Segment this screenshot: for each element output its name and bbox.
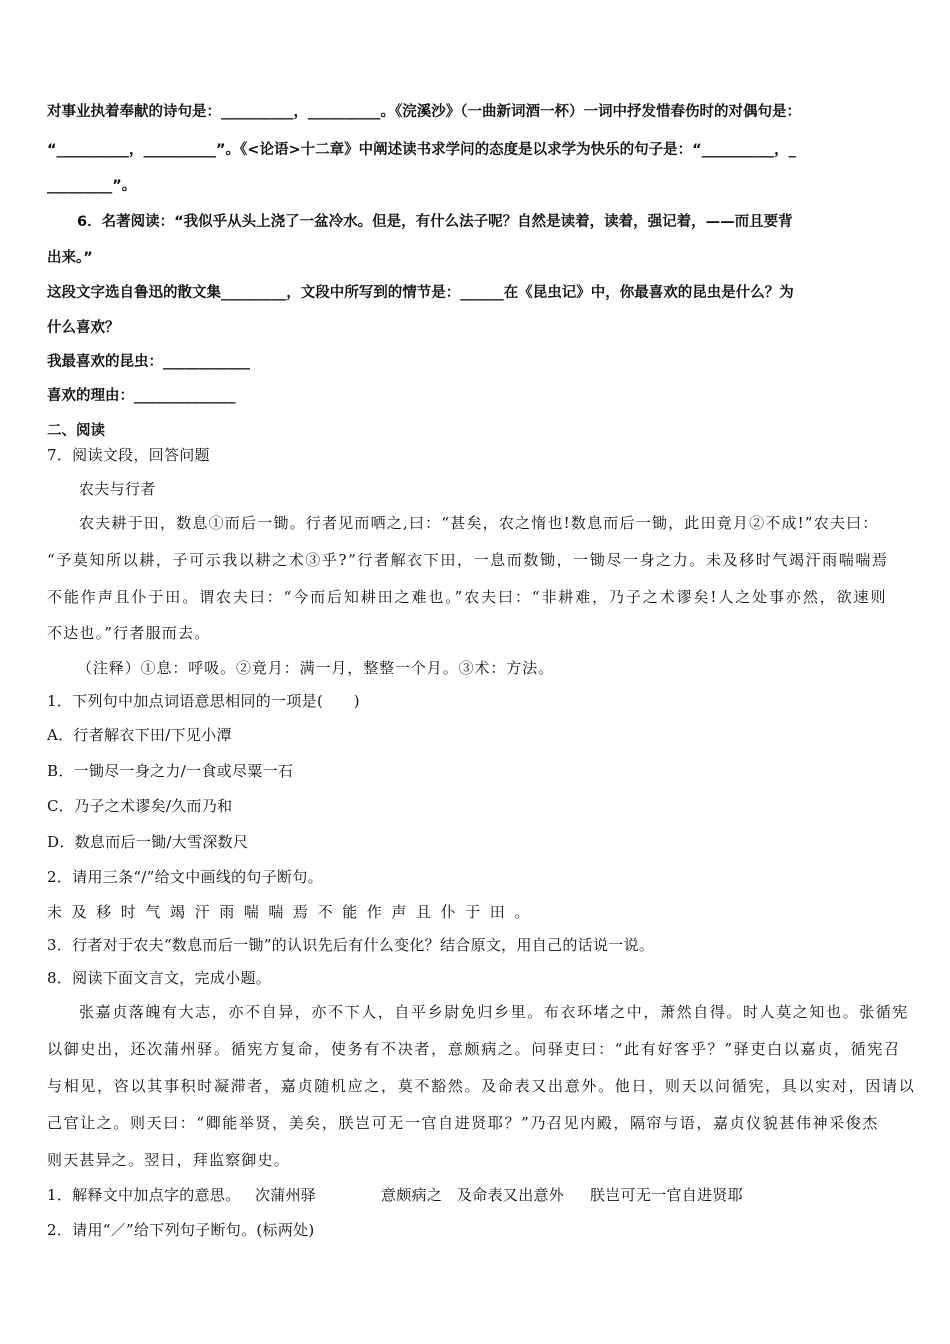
q6-line-3: 这段文字选自鲁迅的散文集_________，文段中所写到的情节是：______在《昆虫记》中，你最喜欢的昆虫是什么？为 [47,285,794,301]
q7-option-c: C．乃子之术谬矣/久而乃和 [47,797,233,815]
q7-sentence-to-punctuate: 未及移时气竭汗雨喘喘焉不能作声且仆于田。 [47,903,540,921]
q8-word-3: 及命表又出意外 [457,1186,565,1204]
q8-word-4: 朕岂可无一官自进贤耶 [590,1186,744,1204]
q8-passage-line-4: 己官让之。则天曰：“卿能举贤，美矣，朕岂可无一官自进贤耶？”乃召见内殿，隔帘与语，嘉贞仪貌甚伟神采俊杰 [47,1114,879,1132]
q8-sub-question-1-label: 1．解释文中加点字的意思。 [47,1186,241,1204]
q8-passage-line-3: 与相见，咨以其事积时凝滞者，嘉贞随机应之，莫不豁然。及命表又出意外。他日，则天以问循宪，具以实对，因请以 [47,1077,916,1095]
q7-sub-question-3: 3．行者对于农夫“数息而后一锄”的认识先后有什么变化？结合原文，用自己的话说一说。 [47,936,655,954]
q7-option-b: B．一锄尽一身之力/一食或尽粟一石 [47,762,294,780]
q8-word-2: 意颇病之 [381,1186,443,1204]
q7-passage-line-1: 农夫耕于田，数息①而后一锄。行者见而哂之,曰：“甚矣，农之惰也!数息而后一锄，此田竟月②不成!”农夫曰： [79,514,879,532]
q8-sub-question-2: 2．请用“／”给下列句子断句。(标两处) [47,1221,315,1239]
q7-title: 农夫与行者 [79,480,156,498]
q7-sub-question-2: 2．请用三条“/”给文中画线的句子断句。 [47,868,323,886]
q7-passage-line-2: “予莫知所以耕，子可示我以耕之术③乎?”行者解衣下田，一息而数锄，一锄尽一身之力。未及移时气竭汗雨喘喘焉 [47,551,889,569]
fill-blank-line-3: _________”。 [47,178,137,194]
q7-footnote: （注释）①息：呼吸。②竟月：满一月，整整一个月。③术：方法。 [77,659,555,677]
section-heading-reading: 二、阅读 [47,423,105,439]
q7-intro: 7．阅读文段，回答问题 [47,446,210,464]
q8-word-1: 次蒲州驿 [255,1186,317,1204]
q8-passage-line-1: 张嘉贞落魄有大志，亦不自异，亦不下人，自平乡尉免归乡里。布衣环堵之中，萧然自得。时人莫之知也。张循宪 [79,1003,910,1021]
q6-line-1: 6．名著阅读：“我似乎从头上浇了一盆冷水。但是，有什么法子呢？自然是读着，读着，强记着，——而且要背 [77,214,793,230]
q7-option-a: A．行者解衣下田/下见小潭 [47,726,232,744]
q7-option-d: D．数息而后一锄/大雪深数尺 [47,833,249,851]
q6-favorite-insect: 我最喜欢的昆虫：____________ [47,354,250,370]
q6-line-2: 出来。” [47,250,93,266]
q8-intro: 8．阅读下面文言文，完成小题。 [47,969,272,987]
q8-passage-line-5: 则天甚异之。翌日，拜监察御史。 [47,1151,291,1169]
q7-sub-question-1: 1．下列句中加点词语意思相同的一项是( ) [47,692,360,710]
fill-blank-line-2: “__________，__________”。《<论语>十二章》中阐述读书求学问的态度是以求学为快乐的句子是：“__________，_ [47,142,796,158]
q6-line-4: 什么喜欢？ [47,320,120,336]
q8-passage-line-2: 以御史出，还次蒲州驿。循宪方复命，使务有不决者，意颇病之。问驿吏曰：“此有好客乎？”驿吏白以嘉贞，循宪召 [47,1040,901,1058]
q6-reason: 喜欢的理由：______________ [47,388,236,404]
q7-passage-line-4: 不达也。”行者服而去。 [47,624,211,642]
q7-passage-line-3: 不能作声且仆于田。谓农夫曰：“今而后知耕田之难也。”农夫曰：“非耕难，乃子之术谬矣!人之处事亦然，欲速则 [47,588,888,606]
fill-blank-line-1: 对事业执着奉献的诗句是：__________，__________。《浣溪沙》（一曲新词酒一杯）一词中抒发惜春伤时的对偶句是： [47,104,801,120]
